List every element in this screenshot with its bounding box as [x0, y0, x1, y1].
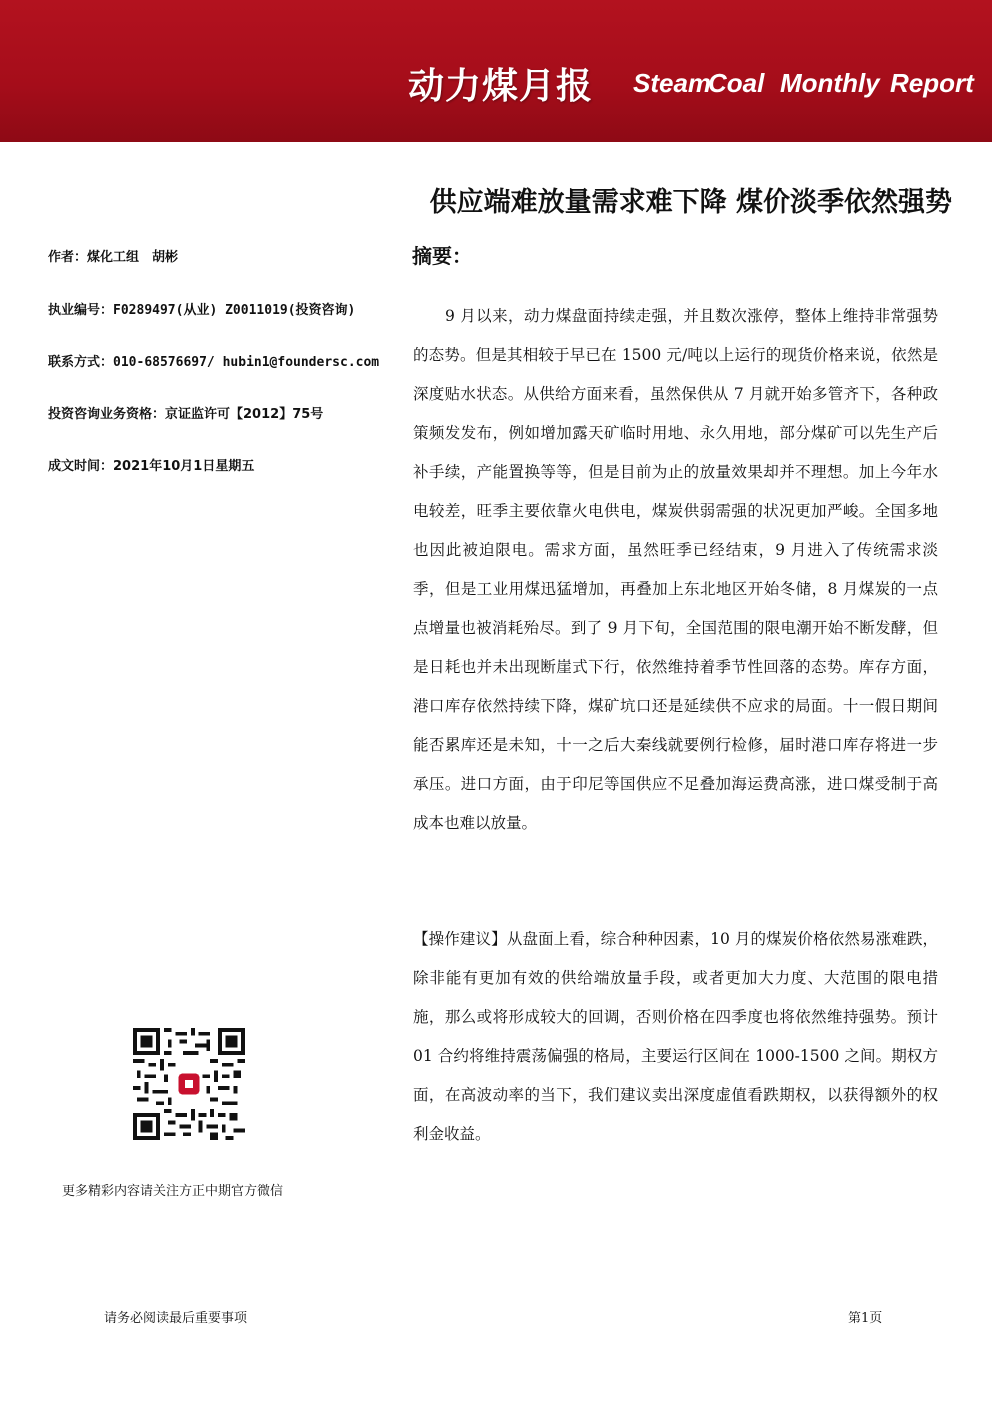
meta-author — [48, 246, 178, 265]
header-banner — [0, 0, 992, 142]
footer-notice: 请务必阅读最后重要事项 — [104, 1311, 248, 1326]
report-title-en-word: Report — [890, 68, 974, 98]
meta-license-value: F0289497(从业) Z0011019(投资咨询) — [113, 303, 356, 318]
report-title-en-word: Coal — [708, 68, 765, 98]
meta-author-label: 作者： — [48, 250, 88, 265]
meta-date-value: 2021年10月1日星期五 — [113, 459, 255, 474]
report-title-cn: 动力煤月报 — [408, 66, 594, 107]
meta-qualification-value: 京证监许可【2012】75号 — [165, 407, 324, 422]
meta-date-label: 成文时间： — [48, 459, 114, 474]
report-title-en-word: Steam — [633, 68, 712, 98]
operation-advice-paragraph: 【操作建议】从盘面上看，综合种种因素，10 月的煤炭价格依然易涨难跌，除非能有更加有效的供给端放量手段，或者更加大力度、大范围的限电措施，那么或将形成较大的回调，否则价格在四季度也将依然维持强势。预计 01 合约将维持震荡偏强的格局，主要运行区间在 1000-1500 之间。期权方面，在高波动率的当下，我们建议卖出深度虚值看跌期权，以获得额外的权利金收益。 — [413, 930, 938, 1143]
meta-license-label: 执业编号： — [48, 303, 114, 318]
qr-code-icon — [133, 1028, 245, 1140]
page-number: 第1页 — [848, 1311, 883, 1326]
abstract-paragraph: 9 月以来，动力煤盘面持续走强，并且数次涨停，整体上维持非常强势的态势。但是其相较于早已在 1500 元/吨以上运行的现货价格来说，依然是深度贴水状态。从供给方面来看，虽然保供从 7 月就开始多管齐下，各种政策频发发布，例如增加露天矿临时用地、永久用地，部分煤矿可以先生产后补手续，产能置换等等，但是目前为止的放量效果却并不理想。加上今年水电较差，旺季主要依靠火电供电，煤炭供弱需强的状况更加严峻。全国多地也因此被迫限电。需求方面，虽然旺季已经结束，9 月进入了传统需求淡季，但是工业用煤迅猛增加，再叠加上东北地区开始冬储，8 月煤炭的一点点增量也被消耗殆尽。到了 9 月下旬，全国范围的限电潮开始不断发酵，但是日耗也并未出现断崖式下行，依然维持着季节性回落的态势。库存方面，港口库存依然持续下降，煤矿坑口还是延续供不应求的局面。十一假日期间能否累库还是未知，十一之后大秦线就要例行检修，届时港口库存将进一步承压。进口方面，由于印尼等国供应不足叠加海运费高涨，进口煤受制于高成本也难以放量。 — [413, 307, 938, 832]
meta-license — [48, 299, 355, 318]
meta-date — [48, 455, 254, 474]
meta-qualification — [48, 403, 323, 422]
qr-caption: 更多精彩内容请关注方正中期官方微信 — [62, 1184, 284, 1199]
meta-contact — [48, 351, 379, 370]
report-headline: 供应端难放量需求难下降 煤价淡季依然强势 — [429, 187, 952, 218]
meta-author-value: 煤化工组 胡彬 — [87, 250, 179, 265]
abstract-title: 摘要： — [412, 244, 472, 268]
meta-contact-value: 010-68576697/ hubin1@foundersc.com — [113, 355, 380, 370]
meta-contact-label: 联系方式： — [48, 355, 114, 370]
meta-qualification-label: 投资咨询业务资格： — [48, 407, 166, 422]
report-title-en-word: Monthly — [780, 68, 880, 98]
